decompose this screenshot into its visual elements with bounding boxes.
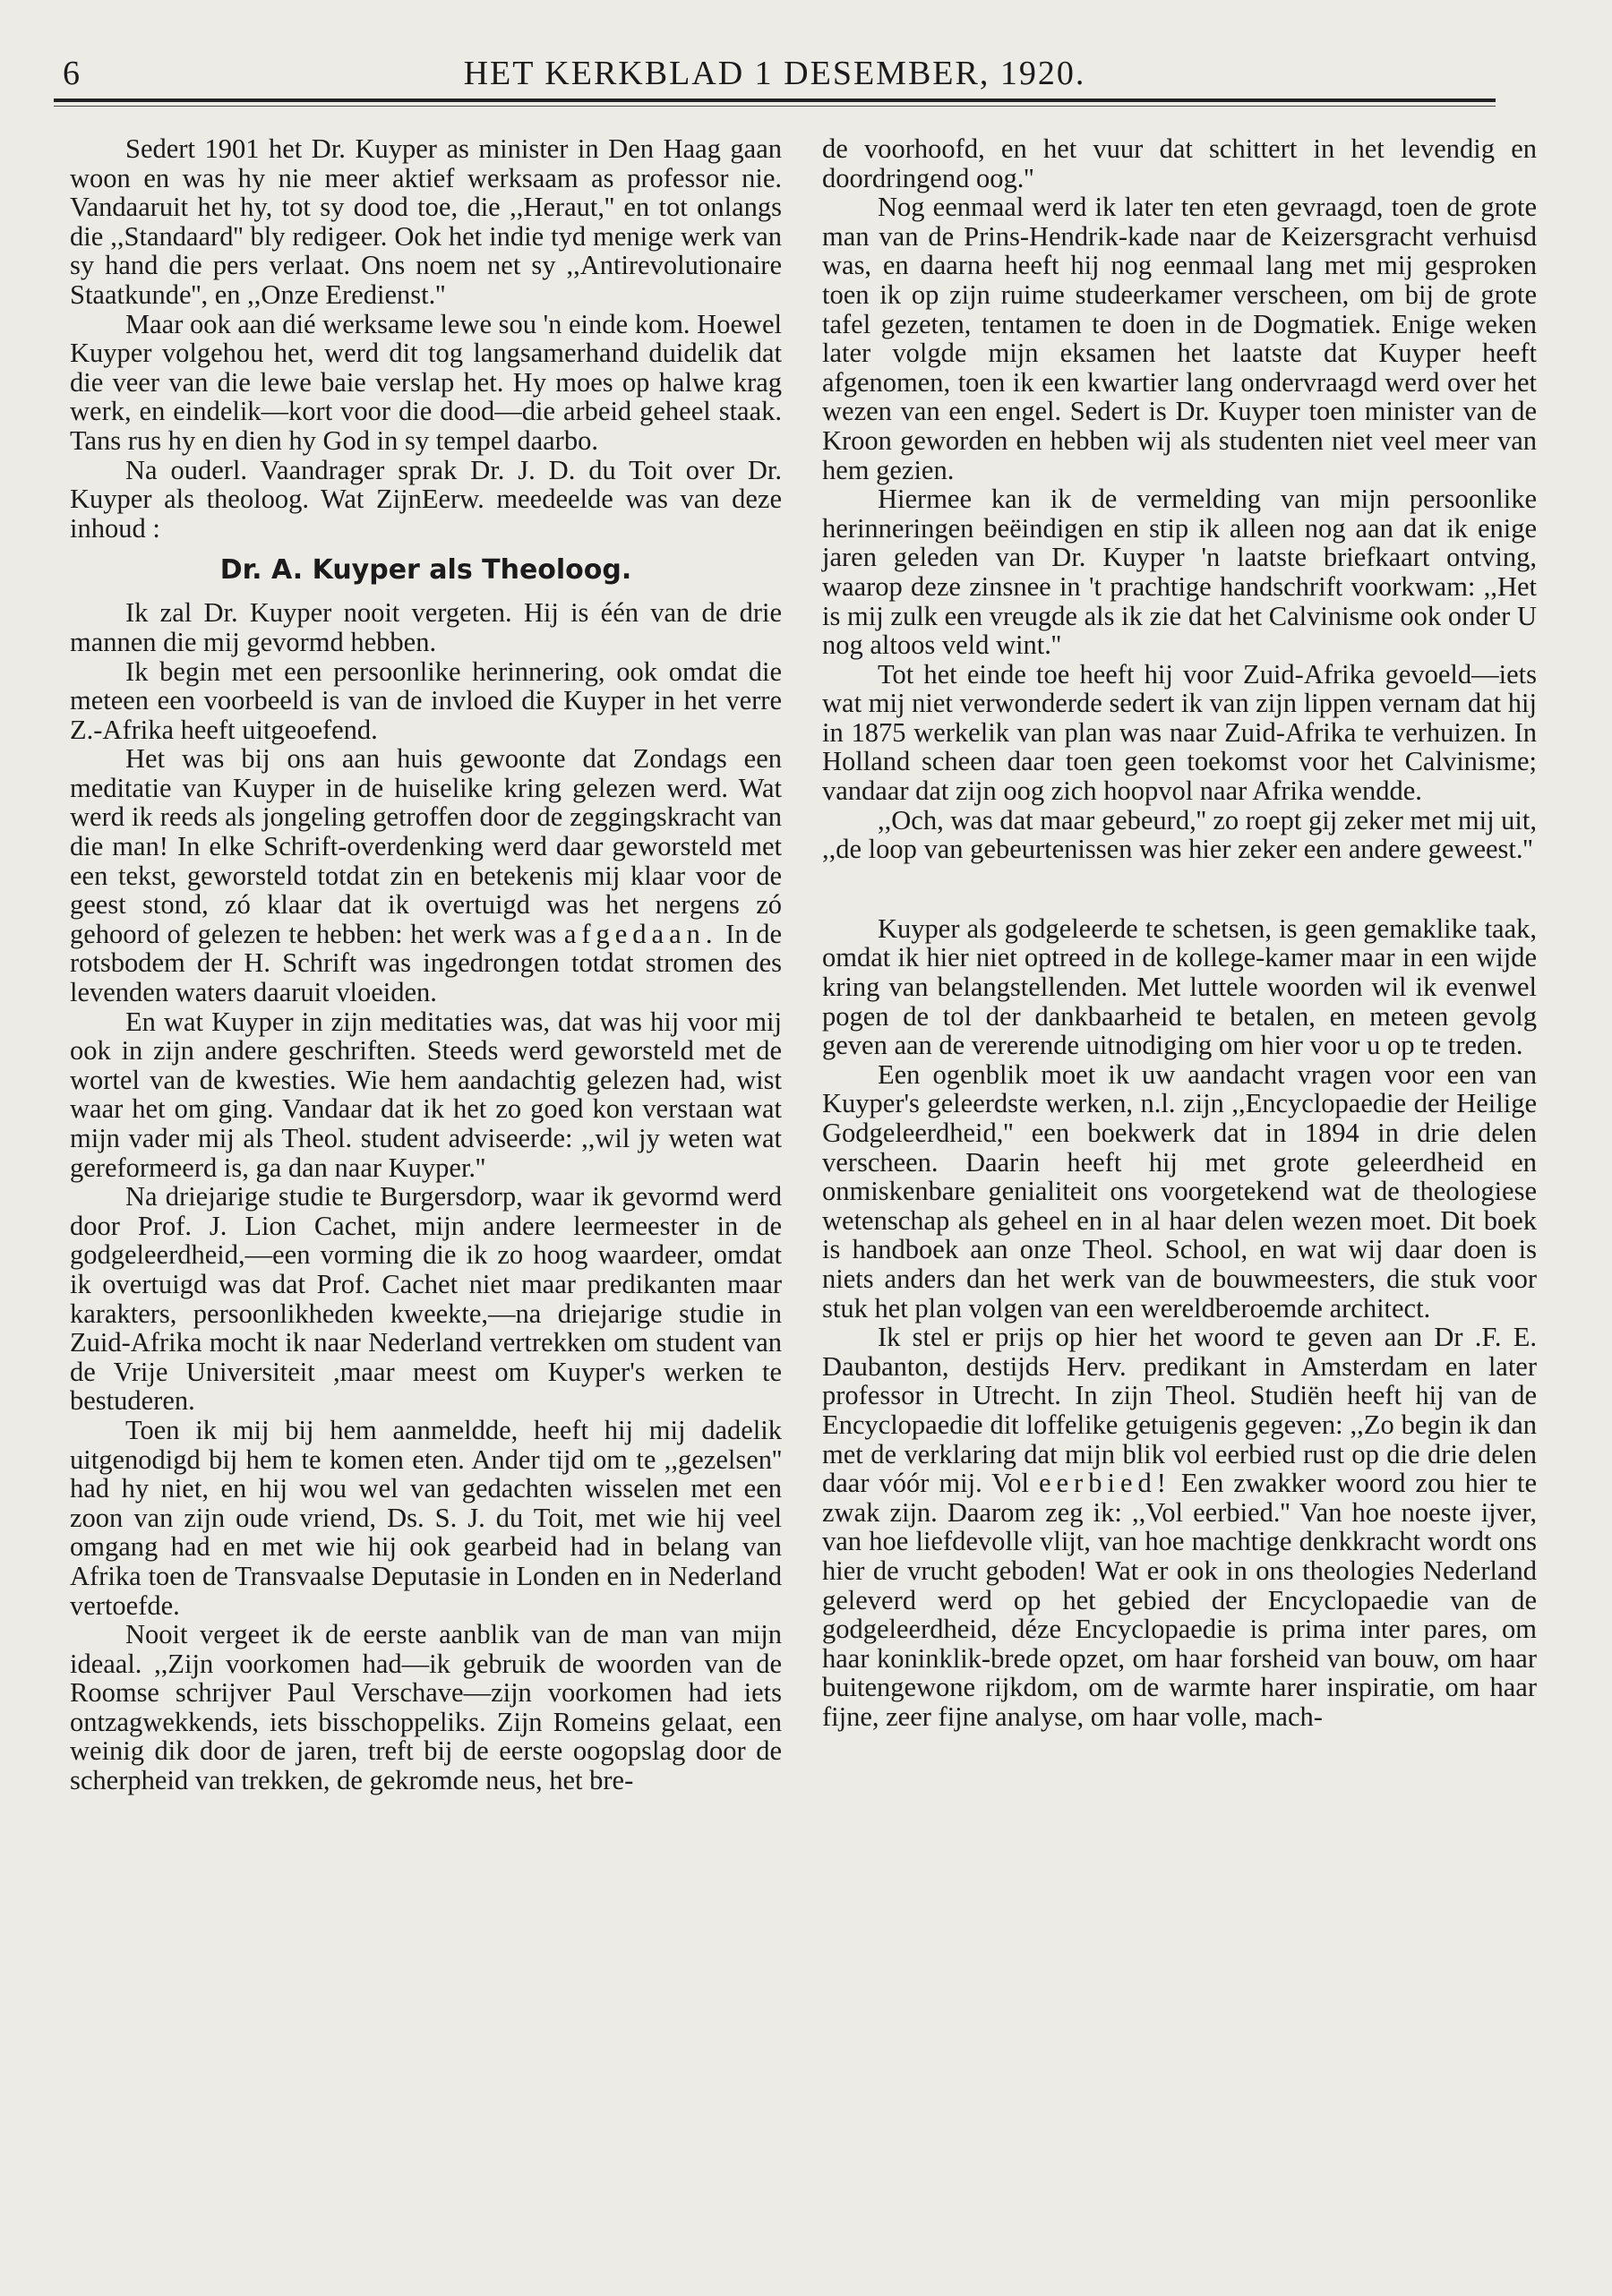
header-rule — [54, 99, 1496, 102]
paragraph: de voorhoofd, en het vuur dat schittert in het levendig en doordringend oog.'' — [822, 133, 1537, 193]
paragraph: Toen ik mij bij hem aanmeldde, heeft hij mij dadelik uitgenodigd bij hem te komen eten. Ander tijd om te ,,gezelsen'' had hy niet, en hij wou wel van gedachten wisselen met een zoon van zijn oude vriend, Ds. S. J. du Toit, met wie hij veel omgang had en met wie hij ook gearbeid had in belang van Afrika toen de Transvaalse Deputasie in Londen en in Nederland vertoefde. — [70, 1414, 782, 1621]
paragraph: En wat Kuyper in zijn meditaties was, dat was hij voor mij ook in zijn andere geschriften. Steeds werd geworsteld met de wortel van de kwesties. Wie hem aandachtig gelezen had, wist waar het om ging. Vandaar dat ik het zo goed kon verstaan wat mijn vader mij als Theol. student adviseerde: ,,wil jy weten wat gereformeerd is, ga dan naar Kuyper.'' — [70, 1006, 782, 1183]
page-header — [54, 47, 1496, 100]
paragraph: ,,Och, was dat maar gebeurd,'' zo roept gij zeker met mij uit, ,,de loop van gebeurtenissen was hier zeker een andere geweest.'' — [822, 804, 1537, 865]
spaced-emphasis: afgedaan. — [563, 918, 718, 949]
paragraph: Maar ook aan dié werksame lewe sou 'n einde kom. Hoewel Kuyper volgehou het, werd dit tog langsamerhand duidelik dat die veer van die lewe baie verslap het. Hy moes op halwe krag werk, en eindelik—kort voor die dood—die arbeid geheel staak. Tans rus hy en dien hy God in sy tempel daarbo. — [70, 308, 783, 456]
paragraph-text: Een zwakker woord zou hier te zwak zijn. Daarom zeg ik: ,,Vol eerbied.'' Van hoe noeste ijver, van hoe liefdevolle vlijt, van hoe machtige denkkracht wordt ons hier de vrucht geboden! Wat er ook in ons theologies Nederland geleverd werd op het gebied der Encyclopaedie van de godgeleerdheid, déze Encyclopaedie is prima inter pares, om haar koninklik-brede opzet, om haar forsheid van bouw, om haar buitengewone rijkdom, om de warmte harer inspiratie, om haar fijne, zeer fijne analyse, om haar volle, mach- — [822, 1468, 1538, 1732]
spaced-emphasis: eerbied! — [1038, 1468, 1171, 1499]
article-heading: Dr. A. Kuyper als Theoloog. — [219, 554, 632, 587]
paragraph-text: Het was bij ons aan huis gewoonte dat Zondags een meditatie van Kuyper in de huiselike kring gelezen werd. Wat werd ik reeds als jongeling getroffen door de zeggingskracht van die man! In elke Schrift-overdenking werd daar geworsteld met een tekst, geworsteld totdat zin en betekenis mij klaar voor de geest stond, zó klaar dat ik overtuigd was het nergens zó gehoord of gelezen te hebben: het werk was — [70, 743, 782, 949]
paragraph: Hiermee kan ik de vermelding van mijn persoonlike herinneringen beëindigen en stip ik alleen nog aan dat ik enige jaren geleden van Dr. Kuyper 'n laatste briefkaart ontving, waarop deze zinsnee in 't prachtige handschrift voorkwam: ,,Het is mij zulk een vreugde als ik zie dat het Calvinisme ook onder U nog altoos veld wint.'' — [822, 484, 1537, 661]
paragraph: Nog eenmaal werd ik later ten eten gevraagd, toen de grote man van de Prins-Hendrik-kade naar de Keizersgracht verhuisd was, en daarna heeft hij nog eenmaal lang met mij gesproken toen ik op zijn ruime studeerkamer verscheen, om bij de grote tafel gezeten, tentamen te doen in de Dogmatiek. Enige weken later volgde mijn eksamen het laatste dat Kuyper heeft afgenomen, toen ik een kwartier lang ondervraagd werd over het wezen van een engel. Sedert is Dr. Kuyper toen minister van de Kroon geworden en hebben wij als studenten niet veel meer van hem gezien. — [822, 192, 1537, 485]
paragraph: Tot het einde toe heeft hij voor Zuid-Afrika gevoeld—iets wat mij niet verwonderde sedert ik van zijn lippen vernam dat hij in 1875 werkelik van plan was naar Zuid-Afrika te verhuizen. In Holland scheen daar toen geen toekomst voor het Calvinisme; vandaar dat zijn oog zich hoopvol naar Afrika wendde. — [822, 658, 1537, 807]
left-column — [70, 134, 782, 1795]
paragraph: Sedert 1901 het Dr. Kuyper as minister in Den Haag gaan woon en was hy nie meer aktief werksaam as professor nie. Vandaaruit het hy, tot sy dood toe, die ,,Heraut,'' en tot onlangs die ,,Standaard'' bly redigeer. Ook het indie tyd menige werk van sy hand die pers verlaat. Ons noem net sy ,,Antirevolutionaire Staatkunde'', en ,,Onze Eredienst.'' — [70, 133, 782, 310]
right-column — [822, 134, 1537, 1731]
paragraph: Een ogenblik moet ik uw aandacht vragen voor een van Kuyper's geleerdste werken, n.l. zijn ,,Encyclopaedie der Heilige Godgeleerdheid,'' een boekwerk dat in 1894 in drie delen verscheen. Daarin heeft hij met grote geleerdheid en onmiskenbare genialiteit ons voorgetekend wat de theologiese wetenschap als geheel en in al haar delen wezen moet. Dit boek is handboek aan onze Theol. School, en wat wij daar doen is niets anders dan het werk van de bouwmeesters, die stuk voor stuk het plan volgen van een wereldberoemde architect. — [822, 1058, 1537, 1324]
paragraph: Na ouderl. Vaandrager sprak Dr. J. D. du Toit over Dr. Kuyper als theoloog. Wat ZijnEerw. meedeelde was van deze inhoud : — [70, 454, 782, 544]
paragraph — [70, 744, 782, 1007]
paragraph-text: Ik stel er prijs op hier het woord te geven aan Dr .F. E. Daubanton, destijds Herv. predikant in Amsterdam en later professor in Utrecht. In zijn Theol. Studiën heeft hij van de Encyclopaedie dit loffelike getuigenis gegeven: ,,Zo begin ik dan met de verklaring dat mijn blik vol eerbied rust op die drie delen daar vóór mij. Vol — [822, 1322, 1537, 1499]
section-gap — [822, 864, 1537, 914]
paragraph — [822, 1323, 1537, 1731]
running-head: HET KERKBLAD 1 DESEMBER, 1920. — [463, 55, 1086, 92]
paragraph: Kuyper als godgeleerde te schetsen, is geen gemaklike taak, omdat ik hier niet optreed in de kollege-kamer maar in een wijde kring van belangstellenden. Met luttele woorden wil ik evenwel pogen de tol der dankbaarheid te betalen, en meteen gevolg geven aan de vererende uitnodiging om hier voor u op te treden. — [822, 912, 1537, 1061]
paragraph: Na driejarige studie te Burgersdorp, waar ik gevormd werd door Prof. J. Lion Cachet, mijn andere leermeester in de godgeleerdheid,—een vorming die ik zo hoog waardeer, omdat ik overtuigd was dat Prof. Cachet niet maar predikanten maar karakters, persoonlikheden kweekte,—na driejarige studie in Zuid-Afrika mocht ik naar Nederland vertrekken om student van de Vrije Universiteit ,maar meest om Kuyper's werken te bestuderen. — [70, 1181, 782, 1417]
paragraph: Ik zal Dr. Kuyper nooit vergeten. Hij is één van de drie mannen die mij gevormd hebben. — [70, 597, 782, 657]
paragraph: Ik begin met een persoonlike herinnering, ook omdat die meteen een voorbeeld is van de invloed die Kuyper in het verre Z.-Afrika heeft uitgeoefend. — [70, 655, 782, 745]
paragraph-text: In de rotsbodem der H. Schrift was ingedrongen totdat stromen des levenden waters daaruit vloeiden. — [70, 918, 782, 1008]
page-number: 6 — [63, 55, 80, 92]
header-rule-thin — [54, 106, 1496, 107]
paragraph: Nooit vergeet ik de eerste aanblik van de man van mijn ideaal. ,,Zijn voorkomen had—ik gebruik de woorden van de Roomse schrijver Paul Verschave—zijn voorkomen had iets ontzagwekkends, iets bisschoppeliks. Zijn Romeins gelaat, een weinig dik door de jaren, treft bij de eerste oogopslag door de scherpheid van trekken, de gekromde neus, het bre- — [70, 1619, 782, 1796]
